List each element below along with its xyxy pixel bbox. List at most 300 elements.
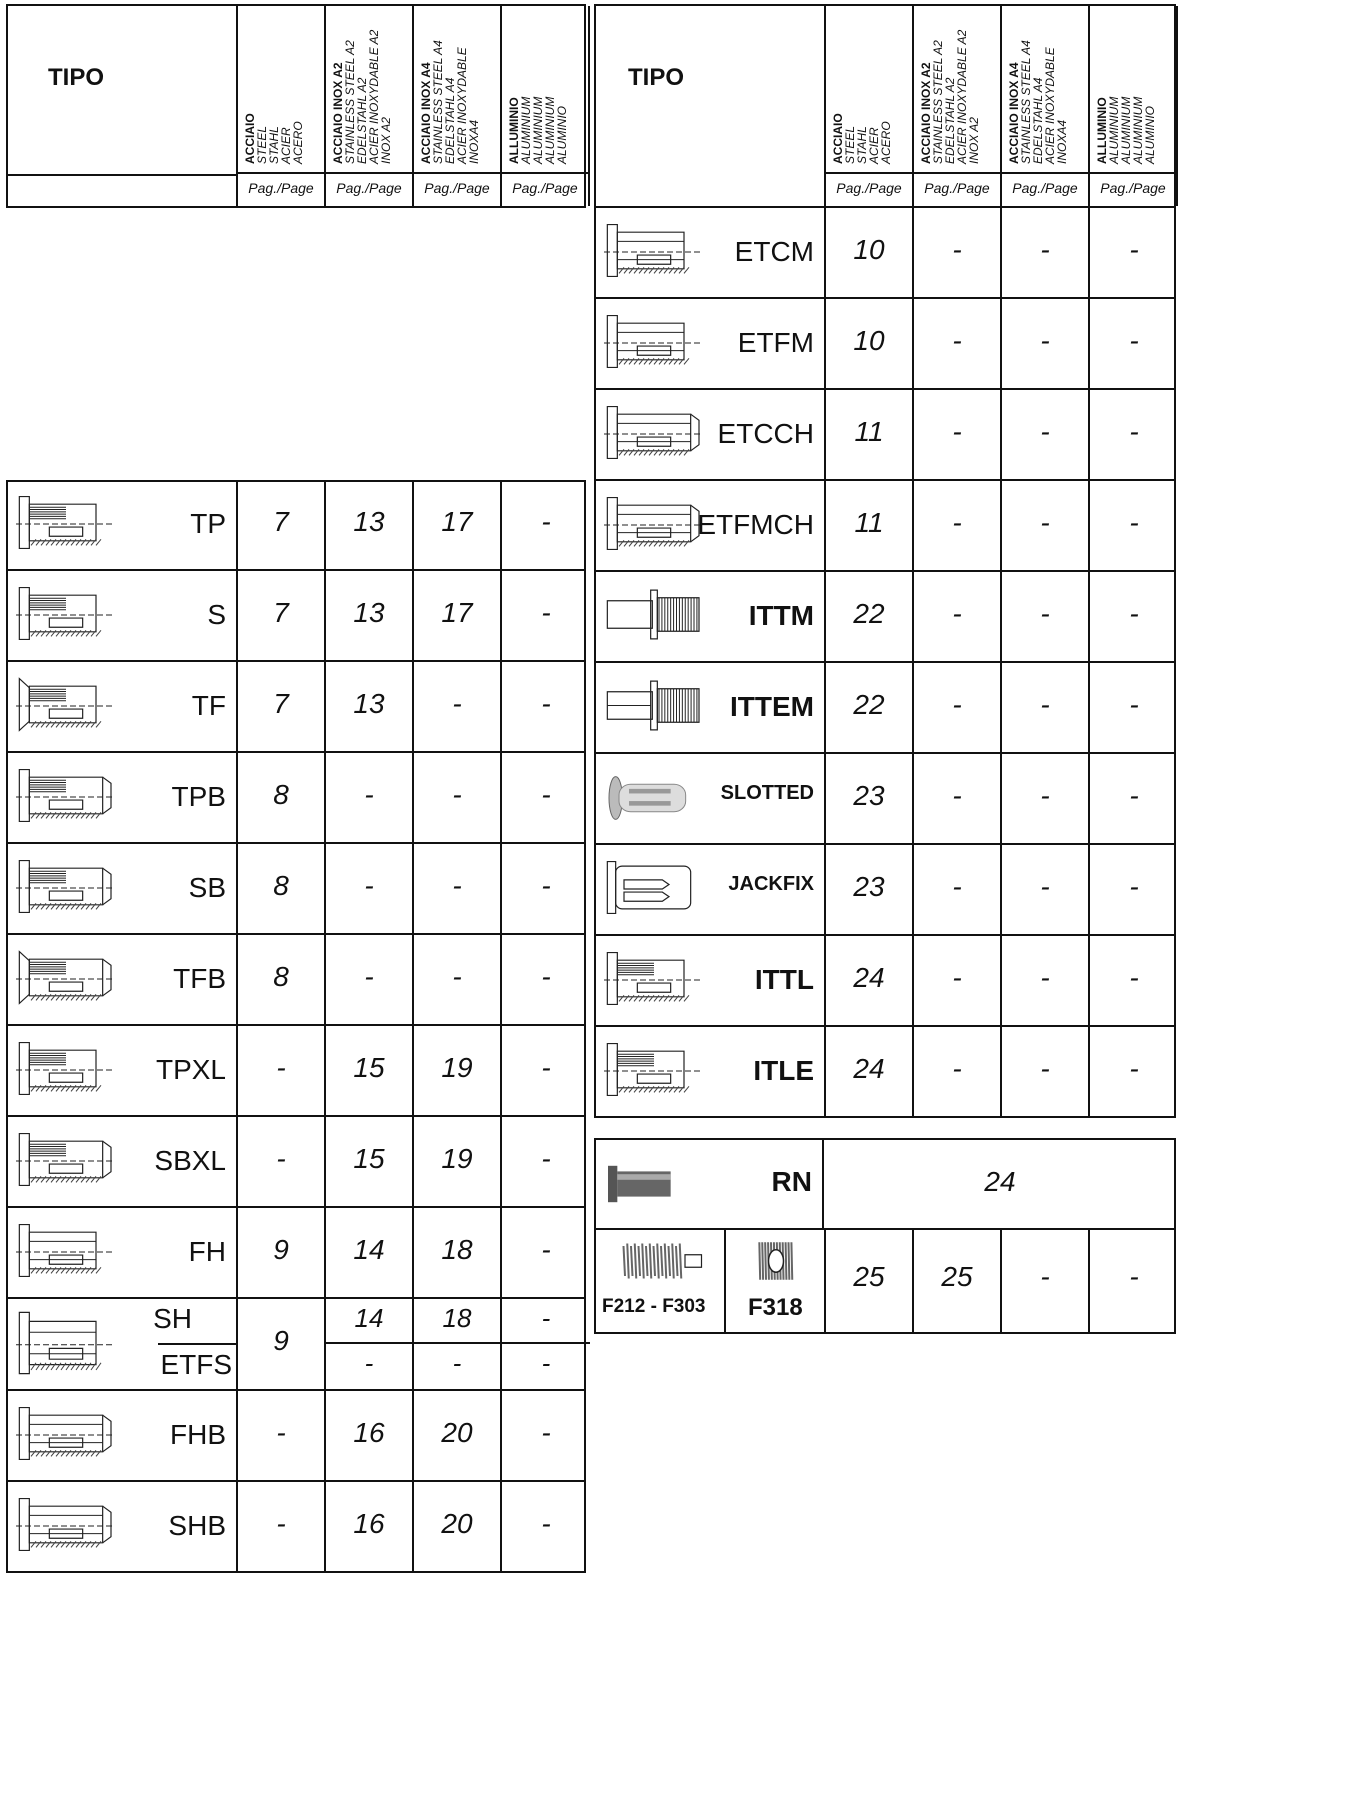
- page-cell: [414, 753, 502, 842]
- page-number: -: [952, 779, 962, 811]
- page-heading: Pag./Page: [512, 180, 578, 196]
- page-number: 20: [441, 1507, 473, 1539]
- page-number: -: [952, 1052, 962, 1084]
- table-row: [6, 1391, 586, 1482]
- page-heading: Pag./Page: [424, 180, 490, 196]
- divider: [1090, 172, 1176, 174]
- page-cell: [826, 845, 914, 934]
- page-cell: [826, 754, 914, 843]
- page-number: 13: [353, 687, 385, 719]
- type-cell: [596, 936, 826, 1025]
- type-cell: [8, 1026, 238, 1115]
- page-cell: [326, 1482, 414, 1571]
- slotted-rivet-photo-icon: [604, 766, 704, 827]
- page-heading: Pag./Page: [336, 180, 402, 196]
- page-number: -: [364, 1348, 374, 1378]
- page-number: -: [1129, 961, 1139, 993]
- page-cell: [914, 754, 1002, 843]
- page-cell: [326, 844, 414, 933]
- material-name: ACCIAIO INOX A2: [331, 62, 345, 164]
- divider: [158, 1343, 238, 1345]
- material-heading: [244, 0, 334, 164]
- page-number: -: [952, 506, 962, 538]
- type-label: FH: [188, 1235, 226, 1267]
- divider: [826, 172, 912, 174]
- type-cell: [8, 571, 238, 660]
- page-cell: [414, 1482, 502, 1571]
- page-cell: [1090, 663, 1178, 752]
- rivet-nut-knurled-icon: [16, 583, 116, 644]
- table-row: [594, 572, 1176, 663]
- page-number: 19: [441, 1142, 473, 1174]
- page-cell: [1002, 299, 1090, 388]
- page-number: -: [364, 960, 374, 992]
- page-number: -: [452, 1348, 462, 1378]
- page-number: -: [952, 415, 962, 447]
- rivet-nut-hex-icon: [16, 1220, 116, 1281]
- page-cell: [326, 1344, 414, 1389]
- page-number: -: [1129, 233, 1139, 265]
- page-heading: Pag./Page: [1100, 180, 1166, 196]
- page-number: -: [1040, 1261, 1050, 1292]
- page-cell: [1002, 1230, 1090, 1332]
- page-cell: [502, 1208, 590, 1297]
- type-label: SHB: [168, 1509, 226, 1541]
- jackfix-anchor-icon: [604, 857, 704, 918]
- page-number: 8: [273, 869, 289, 901]
- table-row: [594, 754, 1176, 845]
- type-cell: [596, 754, 826, 843]
- table-row: [594, 390, 1176, 481]
- page-cell: [826, 572, 914, 661]
- page-cell: [326, 1026, 414, 1115]
- page-number: -: [1040, 961, 1050, 993]
- page-cell: [1090, 936, 1178, 1025]
- right-header-table: [594, 4, 1176, 208]
- rivet-nut-hex-closed-icon: [16, 1403, 116, 1464]
- page-cell: [914, 390, 1002, 479]
- table-row: [6, 1299, 586, 1391]
- page-number: -: [276, 1051, 286, 1083]
- type-cell: [726, 1230, 826, 1332]
- page-cell: [326, 1299, 414, 1344]
- page-number: 10: [853, 233, 885, 265]
- page-number: 16: [353, 1416, 385, 1448]
- left-header-material-column: [414, 6, 502, 206]
- material-name: ACCIAIO INOX A4: [1007, 62, 1021, 164]
- material-heading: [1096, 0, 1186, 164]
- divider: [1002, 172, 1088, 174]
- rivet-nut-closed-end-icon: [16, 765, 116, 826]
- page-number: -: [1129, 597, 1139, 629]
- page-cell: [502, 1026, 590, 1115]
- type-label: SBXL: [154, 1144, 226, 1176]
- page-cell: [1090, 299, 1178, 388]
- left-tipo-heading: TIPO: [48, 64, 105, 91]
- material-heading: [1008, 0, 1098, 164]
- rivet-nut-closed-end-icon: [16, 856, 116, 917]
- material-name: ACCIAIO INOX A4: [419, 62, 433, 164]
- table-row: [6, 935, 586, 1026]
- left-header-material-column: [326, 6, 414, 206]
- right-header-material-column: [1090, 6, 1178, 206]
- page-number: -: [541, 869, 551, 901]
- page-number: 23: [853, 779, 885, 811]
- page-cell: [502, 1391, 590, 1480]
- page-cell: [914, 663, 1002, 752]
- page-cell: [414, 935, 502, 1024]
- page-cell: [238, 1026, 326, 1115]
- page-number: 9: [273, 1325, 289, 1356]
- page-cell: [826, 481, 914, 570]
- material-heading: [832, 0, 922, 164]
- page-number: -: [541, 1233, 551, 1265]
- type-cell: [596, 208, 826, 297]
- type-label: ITTEM: [730, 690, 814, 722]
- page-number: 7: [273, 505, 289, 537]
- page-number: -: [541, 960, 551, 992]
- page-number: -: [541, 1142, 551, 1174]
- left-header-material-column: [502, 6, 590, 206]
- page-cell: [914, 572, 1002, 661]
- table-row: [6, 480, 586, 571]
- page-cell: [914, 936, 1002, 1025]
- type-label: FHB: [170, 1418, 226, 1450]
- page-cell: [502, 753, 590, 842]
- page-cell: [1002, 845, 1090, 934]
- page-cell: [1002, 1027, 1090, 1116]
- page-cell: [414, 1299, 502, 1344]
- table-row: [594, 1138, 1176, 1230]
- type-cell: [596, 845, 826, 934]
- table-row: [6, 1026, 586, 1117]
- page-number: -: [952, 597, 962, 629]
- material-name: ALLUMINIO: [1095, 97, 1109, 164]
- page-number: -: [1040, 688, 1050, 720]
- threaded-insert-icon: [616, 1236, 706, 1286]
- page-cell: [238, 1299, 326, 1389]
- page-number: -: [952, 961, 962, 993]
- page-number: 7: [273, 596, 289, 628]
- page-cell: [238, 753, 326, 842]
- page-number: 23: [853, 870, 885, 902]
- material-translations: STAINLESS STEEL A2 EDELSTAHL A2 ACIER INOXYDABLE A2 INOX A2: [343, 29, 393, 164]
- type-cell: [8, 844, 238, 933]
- rivet-nut-long-icon: [16, 1038, 116, 1099]
- page-cell: [502, 480, 590, 569]
- page-number: -: [452, 778, 462, 810]
- page-cell: [1090, 208, 1178, 297]
- rivet-nut-hex-closed-icon: [604, 493, 704, 554]
- type-label: ETFM: [737, 326, 814, 358]
- page-number: -: [541, 687, 551, 719]
- right-header-material-column: [826, 6, 914, 206]
- table-row: [6, 844, 586, 935]
- rivet-nut-hex-closed-icon: [604, 402, 704, 463]
- type-label: ITTL: [754, 963, 814, 995]
- rivet-nut-ribbed-icon: [16, 492, 116, 553]
- table-row: [594, 936, 1176, 1027]
- material-translations: STEEL STAHL ACIER ACERO: [255, 121, 305, 164]
- page-number: 14: [353, 1233, 385, 1265]
- page-number: -: [1040, 415, 1050, 447]
- page-number: -: [541, 1416, 551, 1448]
- threaded-insert-hole-icon: [751, 1236, 801, 1286]
- page-number: 11: [854, 506, 884, 538]
- page-cell: [914, 481, 1002, 570]
- page-number: -: [276, 1142, 286, 1174]
- page-cell: [326, 480, 414, 569]
- type-cell: [8, 480, 238, 569]
- table-row: [594, 208, 1176, 299]
- page-number: 8: [273, 778, 289, 810]
- type-label: ETCM: [734, 235, 814, 267]
- page-number: -: [1040, 1052, 1050, 1084]
- page-number: -: [952, 688, 962, 720]
- type-label: TP: [190, 507, 226, 539]
- page-heading: Pag./Page: [248, 180, 314, 196]
- table-row: [6, 571, 586, 662]
- right-tipo-heading: TIPO: [628, 64, 685, 91]
- type-label: F212 - F303: [602, 1296, 706, 1317]
- rivet-nut-closed-countersunk-icon: [16, 947, 116, 1008]
- page-cell: [238, 1391, 326, 1480]
- right-header-material-column: [914, 6, 1002, 206]
- type-cell: [596, 299, 826, 388]
- divider: [502, 172, 588, 174]
- type-label: ETCCH: [717, 417, 814, 449]
- page-cell: [414, 662, 502, 751]
- type-label: TPB: [171, 780, 226, 812]
- page-number: -: [1040, 870, 1050, 902]
- page-number: -: [1040, 779, 1050, 811]
- page-number: -: [276, 1507, 286, 1539]
- page-heading: Pag./Page: [836, 180, 902, 196]
- page-cell: [826, 1140, 1174, 1228]
- table-row: [6, 753, 586, 844]
- page-heading: Pag./Page: [924, 180, 990, 196]
- page-number: 17: [441, 596, 473, 628]
- page-cell: [826, 1230, 914, 1332]
- page-cell: [326, 935, 414, 1024]
- type-label: TPXL: [155, 1053, 226, 1085]
- page-cell: [914, 845, 1002, 934]
- type-label: S: [207, 598, 226, 630]
- page-cell: [826, 299, 914, 388]
- page-heading: Pag./Page: [1012, 180, 1078, 196]
- type-label: JACKFIX: [728, 872, 814, 895]
- rivet-pin-icon: [604, 1156, 684, 1212]
- page-number: 24: [853, 1052, 885, 1084]
- type-cell: [596, 1027, 826, 1116]
- page-number: 18: [442, 1303, 472, 1333]
- page-cell: [326, 662, 414, 751]
- material-heading: [920, 0, 1010, 164]
- rivet-nut-hex-closed-icon: [16, 1494, 116, 1555]
- page-cell: [826, 1027, 914, 1116]
- material-translations: ALUMINIUM ALUMINIUM ALUMINIUM ALUMINIO: [1107, 96, 1157, 164]
- type-cell: [8, 662, 238, 751]
- type-label: ITTM: [748, 599, 814, 631]
- page-cell: [414, 1344, 502, 1389]
- type-label: ETFMCH: [697, 508, 814, 540]
- page-number: 10: [853, 324, 885, 356]
- type-label: SB: [188, 871, 226, 903]
- page-cell: [914, 299, 1002, 388]
- page-number: -: [952, 324, 962, 356]
- page-cell: [1002, 754, 1090, 843]
- table-row: [594, 481, 1176, 572]
- table-row: [6, 662, 586, 753]
- page-cell: [502, 1482, 590, 1571]
- threaded-stud-icon: [604, 584, 704, 645]
- type-cell: [596, 572, 826, 661]
- table-row: [6, 1208, 586, 1299]
- page-cell: [238, 844, 326, 933]
- page-number: 22: [853, 597, 885, 629]
- page-number: -: [452, 960, 462, 992]
- page-cell: [1090, 1027, 1178, 1116]
- type-cell: [8, 753, 238, 842]
- page-number: -: [952, 233, 962, 265]
- rivet-nut-long-icon: [604, 948, 704, 1009]
- page-number: -: [276, 1416, 286, 1448]
- page-cell: [914, 1230, 1002, 1332]
- type-cell: [596, 481, 826, 570]
- page-cell: [238, 1208, 326, 1297]
- page-number: -: [1040, 506, 1050, 538]
- page-number: 18: [441, 1233, 473, 1265]
- type-cell: [8, 1391, 238, 1480]
- page-number: -: [364, 778, 374, 810]
- page-cell: [826, 936, 914, 1025]
- page-cell: [326, 1117, 414, 1206]
- page-cell: [414, 571, 502, 660]
- page-number: 13: [353, 505, 385, 537]
- type-cell: [596, 1140, 824, 1228]
- type-label: ITLE: [753, 1054, 814, 1086]
- page-cell: [502, 662, 590, 751]
- table-row: [6, 1482, 586, 1573]
- type-label: F318: [748, 1294, 803, 1321]
- type-label: RN: [771, 1166, 812, 1197]
- page-number: -: [1129, 1052, 1139, 1084]
- page-cell: [414, 1391, 502, 1480]
- page-number: 17: [441, 505, 473, 537]
- page-number: 24: [984, 1166, 1016, 1197]
- page-cell: [502, 1117, 590, 1206]
- divider: [6, 480, 586, 482]
- page-cell: [826, 663, 914, 752]
- page-number: -: [541, 596, 551, 628]
- type-label: SH: [153, 1303, 192, 1334]
- page-number: 16: [353, 1507, 385, 1539]
- page-number: 15: [353, 1142, 385, 1174]
- rivet-nut-hex-icon: [16, 1307, 116, 1379]
- page-number: -: [541, 1507, 551, 1539]
- type-cell: [8, 1299, 238, 1389]
- material-translations: STEEL STAHL ACIER ACERO: [843, 121, 893, 164]
- page-cell: [1090, 754, 1178, 843]
- material-translations: STAINLESS STEEL A4 EDELSTAHL A4 ACIER INOXYDABLE INOXA4: [431, 40, 481, 164]
- page-number: -: [1129, 415, 1139, 447]
- page-cell: [502, 571, 590, 660]
- material-heading: [508, 0, 598, 164]
- page-number: -: [952, 870, 962, 902]
- material-translations: ALUMINIUM ALUMINIUM ALUMINIUM ALUMINIO: [519, 96, 569, 164]
- page-cell: [1002, 390, 1090, 479]
- page-cell: [826, 390, 914, 479]
- divider: [414, 172, 500, 174]
- page-cell: [1002, 936, 1090, 1025]
- page-number: 25: [941, 1261, 973, 1292]
- table-row: [594, 1228, 1176, 1334]
- page-cell: [414, 1117, 502, 1206]
- material-name: ACCIAIO INOX A2: [919, 62, 933, 164]
- page-cell: [238, 935, 326, 1024]
- page-number: -: [1129, 506, 1139, 538]
- page-cell: [502, 935, 590, 1024]
- page-number: -: [541, 505, 551, 537]
- page-cell: [238, 480, 326, 569]
- page-cell: [914, 208, 1002, 297]
- page-cell: [502, 1344, 590, 1389]
- page-number: -: [1040, 597, 1050, 629]
- page-number: -: [1129, 324, 1139, 356]
- page-number: -: [541, 1051, 551, 1083]
- page-number: -: [1040, 324, 1050, 356]
- page-number: 8: [273, 960, 289, 992]
- type-cell: [8, 935, 238, 1024]
- page-number: -: [1129, 1261, 1139, 1292]
- type-cell: [596, 1230, 726, 1332]
- page-number: 20: [441, 1416, 473, 1448]
- material-name: ACCIAIO: [831, 113, 845, 164]
- table-row: [594, 845, 1176, 936]
- page-number: 24: [853, 961, 885, 993]
- rivet-nut-hex-open-icon: [604, 311, 704, 372]
- page-cell: [1090, 1230, 1178, 1332]
- page-cell: [914, 1027, 1002, 1116]
- page-cell: [238, 1482, 326, 1571]
- rivet-nut-countersunk-icon: [16, 674, 116, 735]
- page-number: 13: [353, 596, 385, 628]
- page-number: 11: [854, 415, 884, 447]
- page-cell: [238, 571, 326, 660]
- page-cell: [326, 1208, 414, 1297]
- page-cell: [1002, 572, 1090, 661]
- page-number: 14: [354, 1303, 384, 1333]
- type-cell: [8, 1208, 238, 1297]
- left-header-table: [6, 4, 586, 208]
- material-name: ALLUMINIO: [507, 97, 521, 164]
- divider: [914, 172, 1000, 174]
- rivet-nut-hex-open-icon: [604, 220, 704, 281]
- type-cell: [596, 390, 826, 479]
- page-number: -: [1129, 870, 1139, 902]
- page-number: 7: [273, 687, 289, 719]
- type-label: ETFS: [160, 1349, 232, 1380]
- page-cell: [1002, 663, 1090, 752]
- rivet-nut-long-closed-icon: [16, 1129, 116, 1190]
- page-cell: [1002, 481, 1090, 570]
- page-number: -: [541, 778, 551, 810]
- page-cell: [414, 480, 502, 569]
- page-cell: [326, 571, 414, 660]
- page-cell: [502, 844, 590, 933]
- page-number: 22: [853, 688, 885, 720]
- type-label: TFB: [173, 962, 226, 994]
